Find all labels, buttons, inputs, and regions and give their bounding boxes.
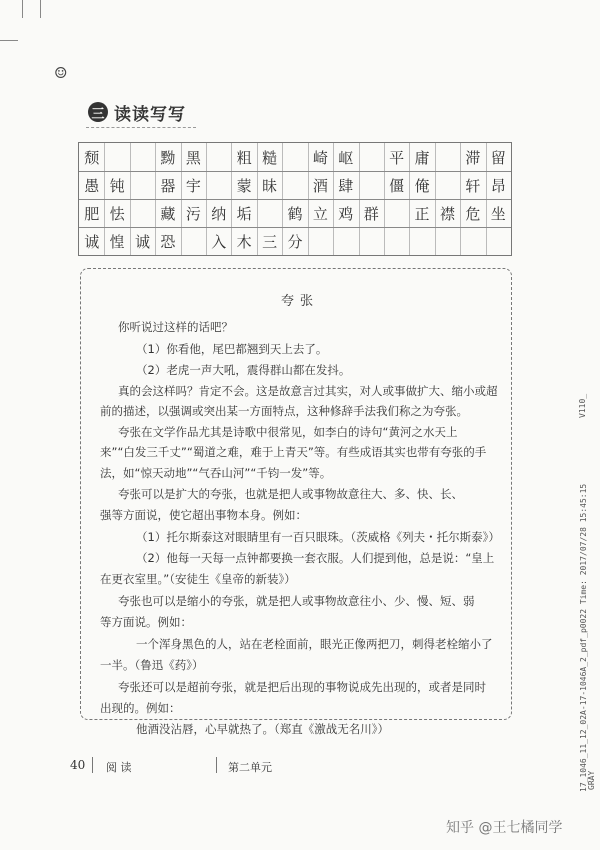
grid-character: [435, 227, 460, 255]
grid-character: [486, 227, 511, 255]
grid-character: [384, 199, 409, 227]
grid-character: 酒: [312, 176, 328, 195]
grid-character: 蒙: [236, 176, 252, 195]
grid-character: 恐: [160, 232, 176, 251]
grid-character: 藏: [160, 204, 176, 223]
grid-character: [104, 143, 129, 171]
grid-character: [359, 227, 384, 255]
crop-mark: [40, 0, 41, 18]
footer-right-label: 第二单元: [228, 761, 272, 774]
grid-row: [79, 199, 511, 227]
watermark: 知乎 @王七橘同学: [446, 820, 563, 836]
passage-line: （1）托尔斯泰这对眼睛里有一百只眼珠。（茨威格《列夫・托尔斯泰》）: [136, 530, 500, 544]
grid-row: [79, 171, 511, 199]
grid-character: 僵: [389, 176, 405, 195]
passage-line: 夸张还可以是超前夸张，就是把后出现的事物说成先出现的，或者是同时: [118, 680, 486, 694]
grid-character: 群: [363, 204, 379, 223]
crop-mark: [0, 40, 18, 41]
grid-character: [282, 143, 307, 171]
grid-character: 分: [287, 232, 303, 251]
grid-character: 襟: [439, 204, 455, 223]
grid-character: [282, 171, 307, 199]
passage-line: 在更衣室里。”（安徒生《皇帝的新装》）: [100, 572, 296, 586]
grid-character: 纳: [211, 204, 227, 223]
passage-line: 一半。（鲁迅《药》）: [100, 658, 204, 672]
smiley-face-icon: ☺: [54, 64, 68, 82]
side-file-info: 17_1046_11_12_02A-17-1046A_2_pdf_p0022 Time: 2017/07/28 15:45:15: [579, 483, 588, 792]
passage-title: 夸张: [280, 294, 319, 309]
crop-mark: [22, 0, 23, 18]
footer-divider: [92, 757, 93, 773]
grid-character: [206, 143, 231, 171]
passage-line: 来”“白发三千丈”“蜀道之难，难于上青天”等。有些成语其实也带有夸张的手: [100, 445, 487, 459]
grid-character: 鸡: [338, 204, 354, 223]
passage-line: 强等方面说，使它超出事物本身。例如：: [100, 508, 307, 522]
passage-line: （2）他每一天每一点钟都要换一套衣服。人们提到他，总是说：“皇上: [136, 551, 495, 565]
section-number-badge: 三: [88, 102, 108, 122]
grid-character: 昧: [262, 176, 278, 195]
passage-line: 前的描述，以强调或突出某一方面特点，这种修辞手法我们称之为夸张。: [100, 404, 468, 418]
grid-character: 诚: [135, 232, 151, 251]
grid-character: [359, 171, 384, 199]
passage-line: 真的会这样吗？肯定不会。这是故意言过其实，对人或事做扩大、缩小或超: [118, 384, 498, 398]
passage-line: （2）老虎一声大吼，震得群山都在发抖。: [136, 363, 351, 377]
grid-character: 肆: [338, 176, 354, 195]
passage-line: 夸张也可以是缩小的夸张，就是把人或事物故意往小、少、慢、短、弱: [118, 594, 475, 608]
grid-character: [384, 227, 409, 255]
passage-line: 等方面说。例如：: [100, 615, 192, 629]
title-underline: [86, 127, 196, 128]
grid-character: 轩: [465, 176, 481, 195]
grid-character: 俺: [414, 176, 430, 195]
grid-character: [435, 171, 460, 199]
grid-character: [130, 143, 155, 171]
footer-left-label: 阅 读: [106, 761, 132, 774]
grid-row: [79, 227, 511, 255]
passage-line: 你听说过这样的话吧？: [118, 320, 233, 334]
grid-row: [79, 143, 511, 171]
grid-character: 愚: [84, 176, 100, 195]
grid-character: 黝: [160, 148, 176, 167]
page-number: 40: [70, 758, 86, 772]
grid-character: [308, 227, 333, 255]
grid-character: [206, 171, 231, 199]
grid-character: [130, 171, 155, 199]
grid-character: [409, 227, 434, 255]
grid-character: 钝: [109, 176, 125, 195]
grid-character: 鹤: [287, 204, 303, 223]
grid-character: 滞: [465, 148, 481, 167]
grid-character: 庸: [414, 148, 430, 167]
grid-character: 垢: [236, 204, 252, 223]
footer-divider: [216, 757, 217, 773]
grid-character: 肥: [84, 204, 100, 223]
passage-line: 一个浑身黑色的人，站在老栓面前，眼光正像两把刀，刺得老栓缩小了: [136, 637, 493, 651]
grid-character: 怯: [109, 204, 125, 223]
grid-character: [130, 199, 155, 227]
grid-character: 崎: [312, 148, 328, 167]
passage-line: 他酒没沾唇，心早就热了。（郑直《激战无名川》）: [136, 722, 389, 736]
grid-character: 三: [262, 232, 278, 251]
grid-character: 颓: [84, 148, 100, 167]
grid-character: [359, 143, 384, 171]
grid-character: 污: [185, 204, 201, 223]
grid-character: 平: [389, 148, 405, 167]
grid-character: 惶: [109, 232, 125, 251]
grid-character: 诚: [84, 232, 100, 251]
passage-line: 夸张可以是扩大的夸张，也就是把人或事物故意往大、多、快、长、: [118, 487, 463, 501]
grid-character: [257, 199, 282, 227]
grid-character: [460, 227, 485, 255]
grid-character: 糙: [262, 148, 278, 167]
side-version-label: V110_: [578, 393, 587, 418]
grid-character: 粗: [236, 148, 252, 167]
grid-character: 留: [490, 148, 506, 167]
passage-line: 夸张在文学作品尤其是诗歌中很常见，如李白的诗句“黄河之水天上: [118, 425, 458, 439]
passage-line: 法，如“惊天动地”“气吞山河”“千钧一发”等。: [100, 466, 332, 480]
grid-character: 岖: [338, 148, 354, 167]
grid-character: 正: [414, 204, 430, 223]
grid-character: 坐: [490, 204, 506, 223]
grid-character: 黑: [185, 148, 201, 167]
section-title: 读读写写: [114, 105, 186, 125]
side-gray-label: GRAY: [587, 770, 596, 790]
character-grid: [78, 142, 512, 256]
passage-line: （1）你看他，尾巴都翘到天上去了。: [136, 342, 328, 356]
passage-line: 出现的。例如：: [100, 701, 181, 715]
grid-character: 立: [312, 204, 328, 223]
grid-character: 危: [465, 204, 481, 223]
grid-character: 木: [236, 232, 252, 251]
grid-character: 宇: [185, 176, 201, 195]
grid-character: 器: [160, 176, 176, 195]
grid-character: 入: [211, 232, 227, 251]
grid-character: [333, 227, 358, 255]
grid-character: [181, 227, 206, 255]
grid-character: 昂: [490, 176, 506, 195]
grid-character: [435, 143, 460, 171]
